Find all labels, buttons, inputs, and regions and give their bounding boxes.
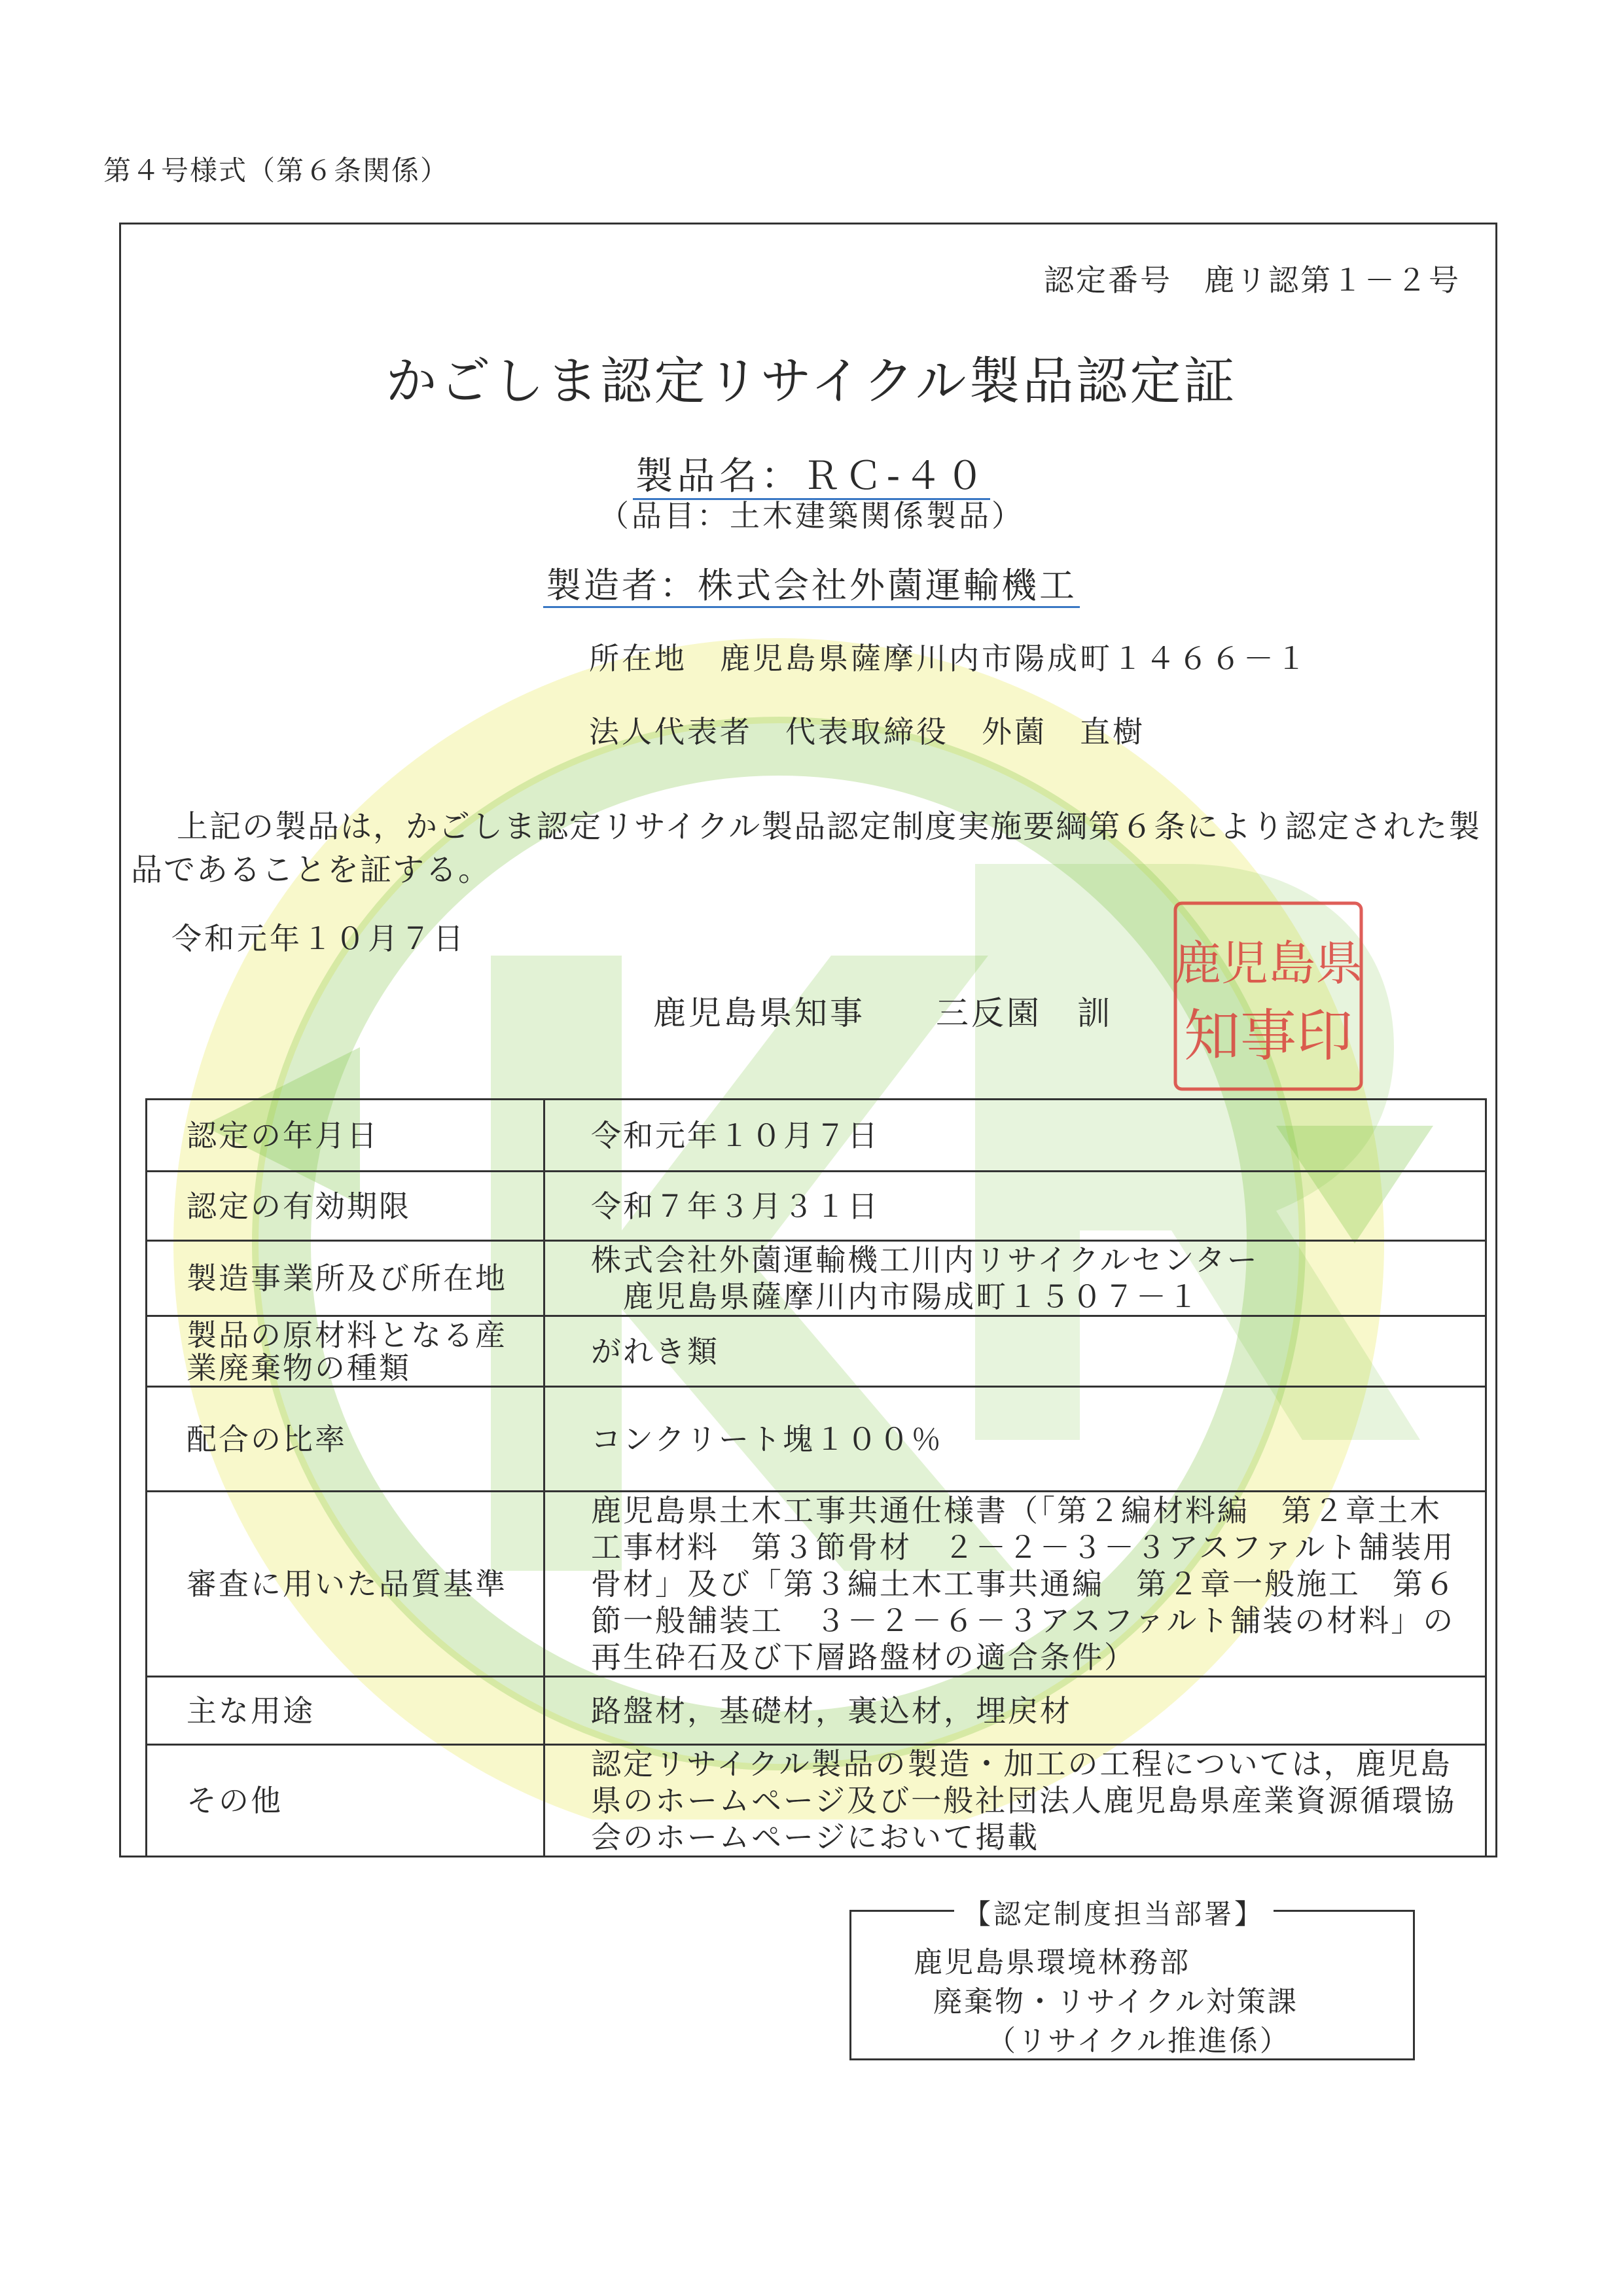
table-row (147, 1316, 1486, 1387)
row-label-quality-standard: 審査に用いた品質基準 (147, 1492, 544, 1677)
representative: 法人代表者 代表取締役 外薗 直樹 (589, 714, 1145, 749)
manufacturer-line (0, 558, 1623, 608)
row-label-other: その他 (147, 1745, 544, 1857)
row-value-waste-type: がれき類 (544, 1316, 1486, 1387)
certificate-number: 認定番号 鹿リ認第１－２号 (1044, 262, 1461, 298)
department-heading: 【認定制度担当部署】 (954, 1893, 1274, 1932)
seal-line-2: 知事印 (1184, 1003, 1353, 1069)
row-label-validity: 認定の有効期限 (147, 1172, 544, 1241)
row-label-approval-date: 認定の年月日 (147, 1100, 544, 1172)
row-value-uses: 路盤材，基礎材，裏込材，埋戻材 (544, 1677, 1486, 1745)
seal-line-1: 鹿児島県 (1173, 936, 1363, 991)
facility-address: 鹿児島県薩摩川内市陽成町１５０７－１ (591, 1279, 1200, 1314)
product-category: （品目：土木建築関係製品） (599, 498, 1024, 533)
table-row (147, 1745, 1486, 1857)
row-label-facility: 製造事業所及び所在地 (147, 1241, 544, 1316)
row-label-uses: 主な用途 (147, 1677, 544, 1745)
table-row (147, 1677, 1486, 1745)
department-line-3: （リサイクル推進係） (987, 2024, 1291, 2058)
row-value-quality-standard: 鹿児島県土木工事共通仕様書（「第２編材料編 第２章土木工事材料 第３節骨材 ２－２－３－３アスファルト舗装用骨材」及び「第３編土木工事共通編 第２章一般施工 第６節一般舗装工 ３－２－６－３アスファルト舗装の材料」の再生砕石及び下層路盤材の適合条件） (544, 1492, 1486, 1677)
manufacturer: 製造者：株式会社外薗運輸機工 (543, 565, 1080, 608)
row-value-ratio: コンクリート塊１００％ (544, 1387, 1486, 1492)
governor-seal (1170, 898, 1366, 1094)
governor-signature: 鹿児島県知事 三反園 訓 (653, 994, 1113, 1032)
table-row (147, 1387, 1486, 1492)
row-value-approval-date: 令和元年１０月７日 (544, 1100, 1486, 1172)
table-row (147, 1492, 1486, 1677)
row-value-facility (544, 1241, 1486, 1316)
issue-date: 令和元年１０月７日 (171, 921, 466, 956)
form-number: 第４号様式（第６条関係） (103, 154, 450, 187)
certification-details-table (145, 1098, 1487, 1857)
product-name: 製品名：ＲＣ-４０ (633, 454, 991, 500)
manufacturer-address: 所在地 鹿児島県薩摩川内市陽成町１４６６－１ (589, 641, 1309, 676)
table-row (147, 1100, 1486, 1172)
certificate-title: かごしま認定リサイクル製品認定証 (385, 352, 1238, 411)
department-line-2: 廃棄物・リサイクル対策課 (933, 1985, 1298, 2018)
row-label-waste-type: 製品の原材料となる産業廃棄物の種類 (147, 1316, 544, 1387)
row-value-other: 認定リサイクル製品の製造・加工の工程については，鹿児島県のホームページ及び一般社団法人鹿児島県産業資源循環協会のホームページにおいて掲載 (544, 1745, 1486, 1857)
facility-name: 株式会社外薗運輸機工川内リサイクルセンター (591, 1242, 1259, 1278)
certification-statement: 上記の製品は，かごしま認定リサイクル製品認定制度実施要綱第６条により認定された製品であることを証する。 (131, 808, 1482, 888)
department-line-1: 鹿児島県環境林務部 (914, 1946, 1190, 1979)
row-value-validity: 令和７年３月３１日 (544, 1172, 1486, 1241)
table-row (147, 1172, 1486, 1241)
row-label-ratio: 配合の比率 (147, 1387, 544, 1492)
table-row (147, 1241, 1486, 1316)
